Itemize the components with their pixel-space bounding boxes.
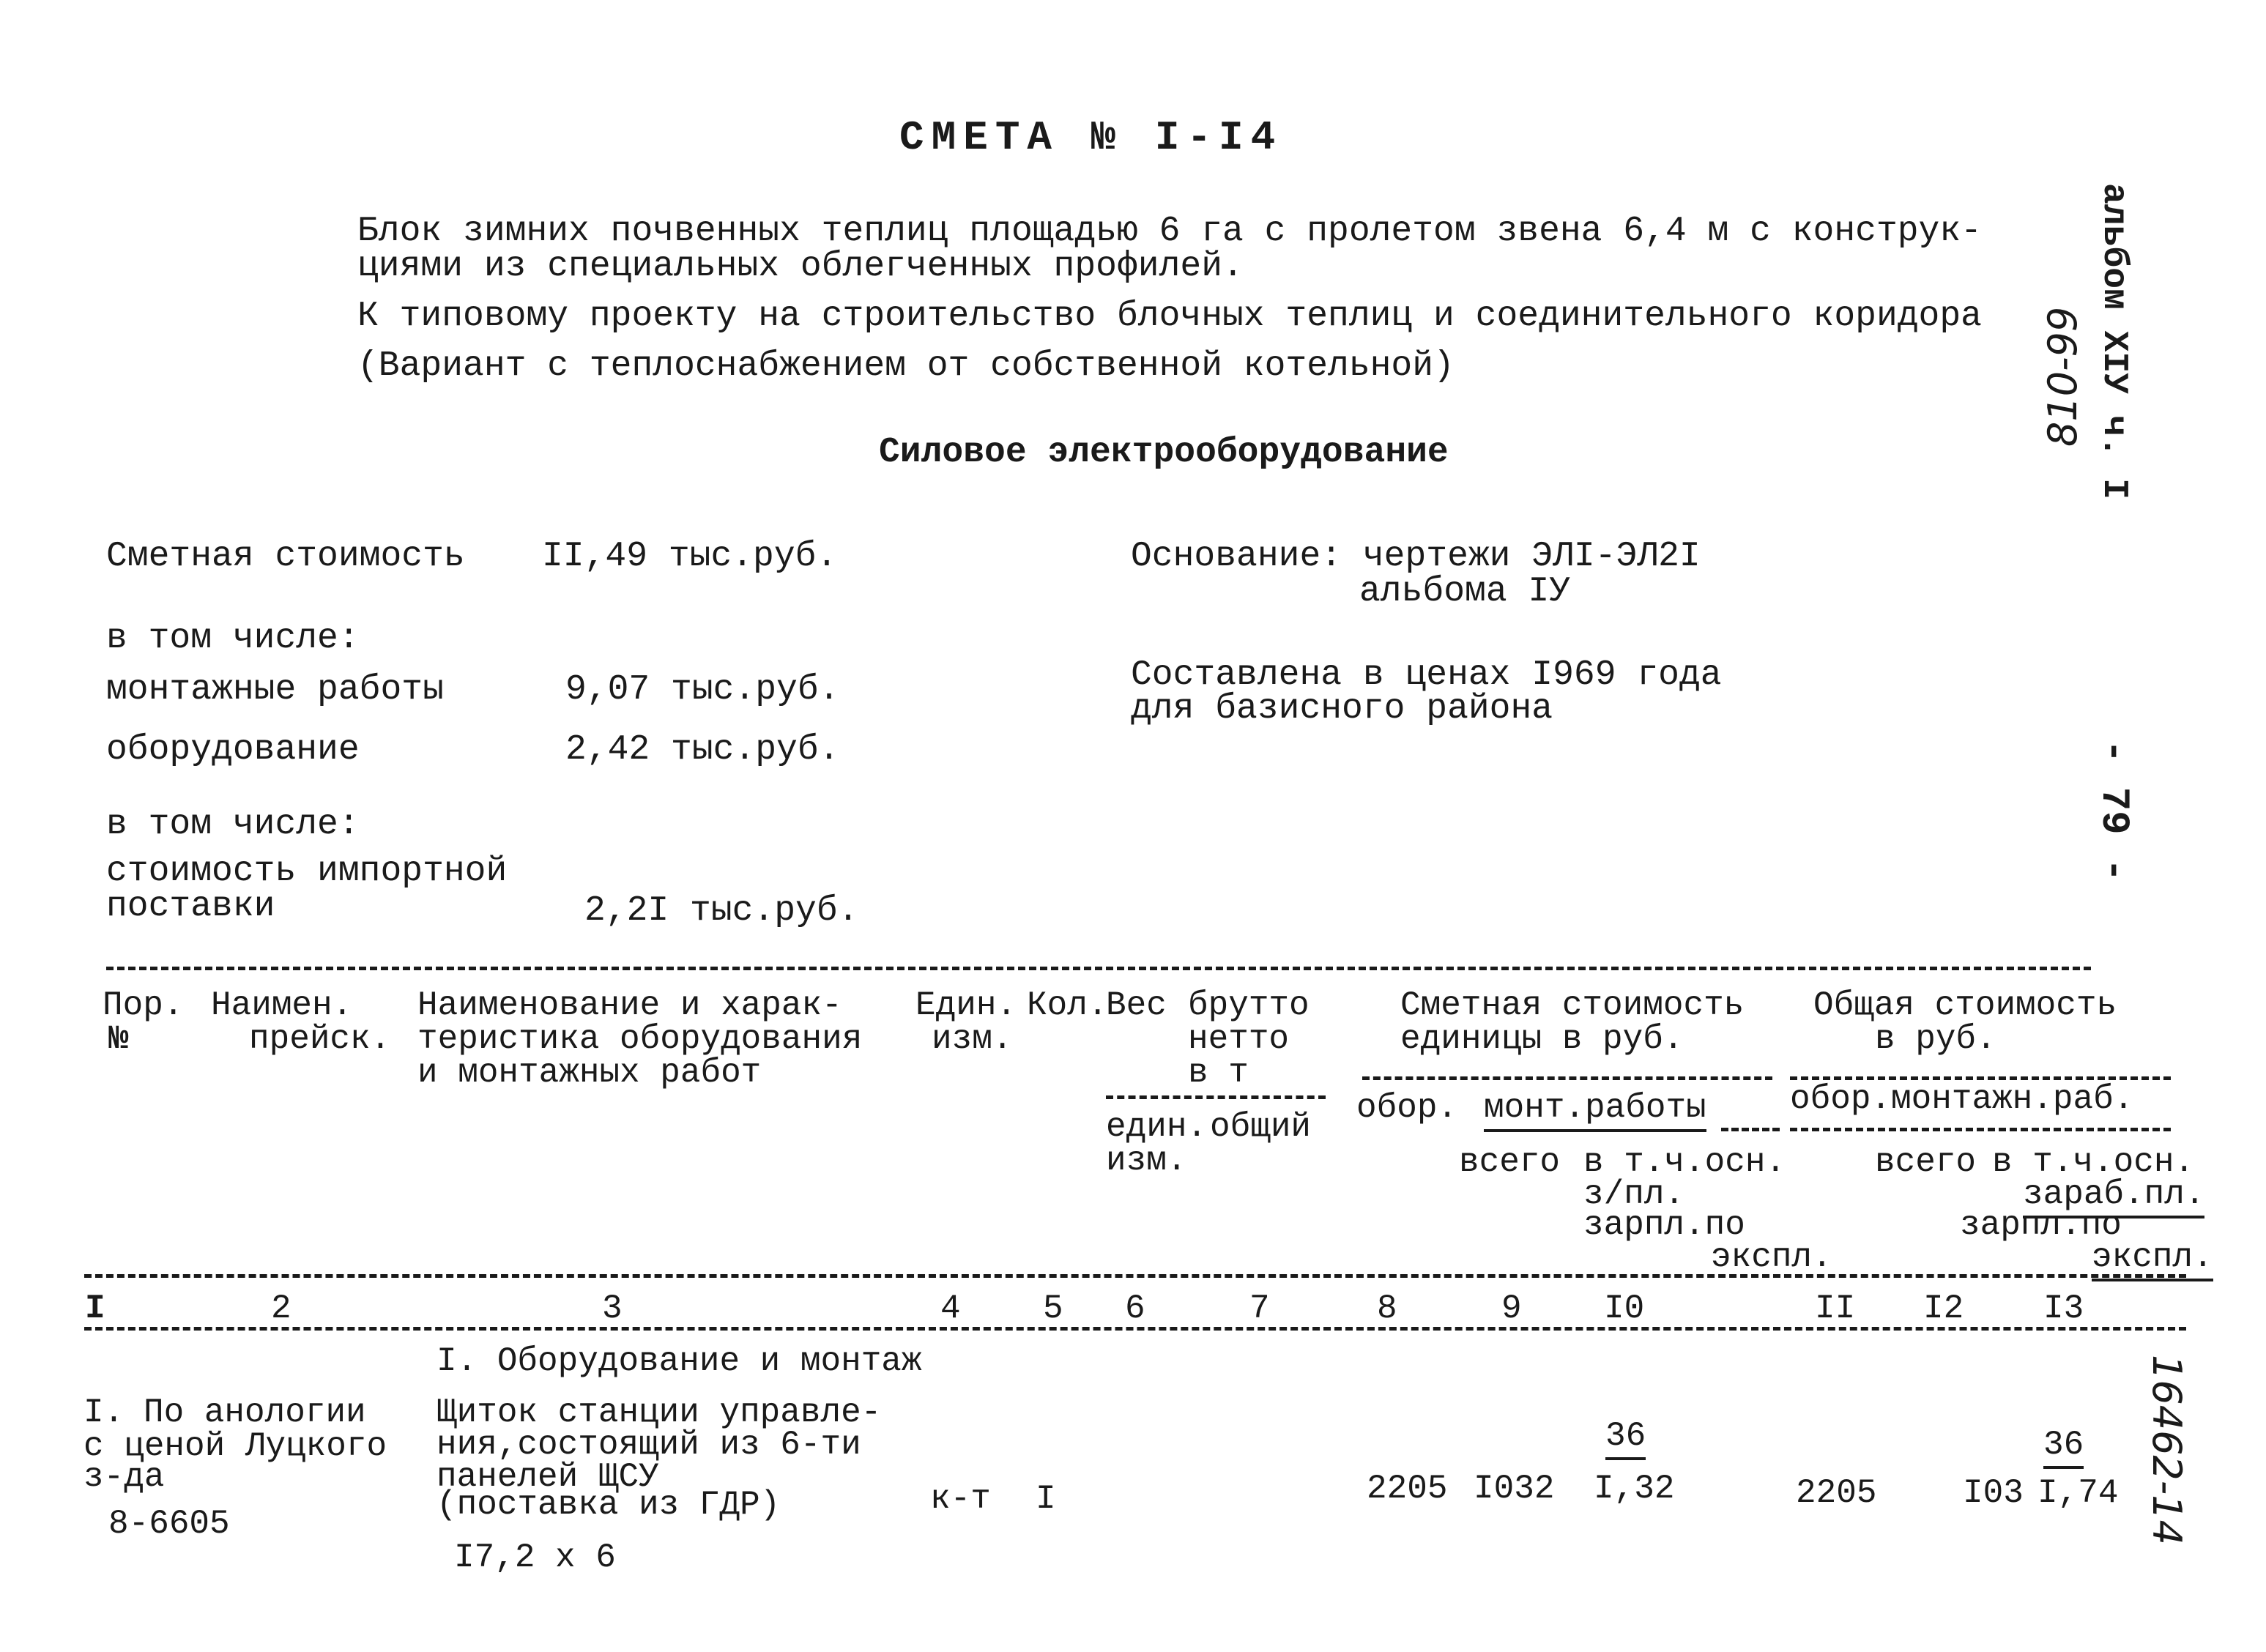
- header-price-list: Наимен.: [211, 986, 353, 1024]
- row-unit-wage-operating: I,32: [1594, 1470, 1675, 1508]
- row-unit: к-т: [930, 1480, 991, 1518]
- column-number: 4: [940, 1290, 961, 1328]
- section-heading: Силовое электрооборудование: [879, 433, 1449, 472]
- prices-note: для базисного района: [1131, 689, 1553, 729]
- row-unit-wage: 36: [1605, 1419, 1646, 1460]
- description-line: циями из специальных облегченных профилей.: [357, 247, 1244, 286]
- column-number: II: [1815, 1290, 1856, 1328]
- header-weight: Вес: [1106, 986, 1167, 1024]
- column-number-rule: [84, 1327, 2186, 1331]
- installation-value: 9,07 тыс.руб.: [565, 670, 840, 710]
- column-number: 9: [1501, 1290, 1522, 1328]
- document-number: 16462-14: [2144, 1355, 2190, 1545]
- header-rule: [1362, 1076, 1772, 1080]
- header-quantity: Кол.: [1027, 986, 1108, 1024]
- header-total-weight: общий: [1210, 1108, 1312, 1146]
- description-line: Блок зимних почвенных теплиц площадью 6 га с пролетом звена 6,4 м с конструк-: [357, 212, 1982, 251]
- header-wage: зарпл.по: [1960, 1206, 2122, 1244]
- column-number: 3: [602, 1290, 623, 1328]
- row-description: панелей ЩСУ: [437, 1458, 659, 1496]
- header-installation: монт.работы: [1484, 1091, 1706, 1132]
- column-number: I: [85, 1290, 105, 1328]
- column-number: I2: [1923, 1290, 1964, 1328]
- row-unit-installation-cost: I032: [1474, 1470, 1555, 1508]
- import-label: поставки: [106, 887, 275, 926]
- table-top-rule: [106, 967, 2091, 970]
- header-bottom-rule: [84, 1274, 2186, 1278]
- header-unit-weight: изм.: [1106, 1142, 1187, 1180]
- album-reference: альбом XIУ ч. I: [2094, 183, 2133, 500]
- row-description: I7,2 х 6: [454, 1538, 616, 1577]
- import-label: стоимость импортной: [106, 852, 508, 891]
- header-total: всего: [1875, 1143, 1977, 1181]
- column-number: 5: [1043, 1290, 1063, 1328]
- project-code: 810-99: [2040, 306, 2086, 447]
- row-unit-equipment-cost: 2205: [1367, 1470, 1448, 1508]
- header-rule: [1106, 1095, 1326, 1099]
- header-equipment-installation: обор.монтажн.раб.: [1790, 1080, 2134, 1118]
- row-reference: з-да: [83, 1458, 165, 1496]
- header-weight: нетто: [1188, 1020, 1290, 1058]
- header-total-cost: в руб.: [1875, 1020, 1996, 1058]
- row-quantity: I: [1036, 1480, 1056, 1518]
- header-unit-cost: Сметная стоимость: [1400, 986, 1745, 1024]
- header-price-list: прейск.: [249, 1020, 391, 1058]
- header-description: Наименование и харак-: [417, 986, 842, 1024]
- page-number: - 79 -: [2091, 740, 2136, 882]
- header-incl-wage: в т.ч.осн.: [1583, 1143, 1786, 1181]
- header-total-cost: Общая стоимость: [1813, 986, 2117, 1024]
- header-incl-wage: в т.ч.осн.: [1992, 1143, 2195, 1181]
- column-number: 7: [1249, 1290, 1270, 1328]
- header-wage: экспл.: [1711, 1238, 1832, 1276]
- project-reference: К типовому проекту на строительство блочных теплиц и соединительного коридора: [357, 297, 1982, 336]
- including-label: в том числе:: [106, 805, 360, 844]
- import-value: 2,2I тыс.руб.: [584, 891, 859, 931]
- row-description: (поставка из ГДР): [437, 1486, 781, 1524]
- row-total-equipment-cost: 2205: [1796, 1474, 1877, 1512]
- header-wage: з/пл.: [1583, 1175, 1685, 1213]
- row-total-wage-operating: I,74: [2037, 1474, 2119, 1512]
- header-wage: зараб.пл.: [2023, 1177, 2204, 1218]
- header-weight: в т: [1188, 1054, 1249, 1092]
- document-title: СМЕТА № I-I4: [899, 114, 1283, 161]
- estimated-cost-label: Сметная стоимость: [106, 537, 465, 576]
- header-unit-cost: единицы в руб.: [1400, 1020, 1684, 1058]
- column-number: I0: [1604, 1290, 1645, 1328]
- row-total-wage: 36: [2043, 1428, 2084, 1469]
- row-number: I.: [83, 1394, 125, 1432]
- column-number: I3: [2043, 1290, 2084, 1328]
- header-total: всего: [1459, 1143, 1561, 1181]
- row-description: Щиток станции управле-: [437, 1394, 882, 1432]
- variant-note: (Вариант с теплоснабжением от собственной котельной): [357, 346, 1455, 386]
- header-description: и монтажных работ: [417, 1054, 762, 1092]
- header-description: теристика оборудования: [417, 1020, 863, 1058]
- header-rule: [1790, 1128, 2171, 1131]
- header-unit: Един.: [915, 986, 1017, 1024]
- row-reference: 8-6605: [108, 1505, 230, 1543]
- row-description: ния,состоящий из 6-ти: [437, 1426, 861, 1464]
- header-equipment: обор.: [1356, 1089, 1458, 1127]
- basis-album: альбома IУ: [1359, 572, 1571, 611]
- prices-note: Составлена в ценах I969 года: [1131, 655, 1722, 695]
- equipment-label: оборудование: [106, 730, 360, 770]
- table-section-title: I. Оборудование и монтаж: [437, 1342, 922, 1380]
- column-number: 2: [271, 1290, 291, 1328]
- header-wage: экспл.: [2092, 1240, 2213, 1281]
- header-unit-weight: един.: [1106, 1108, 1208, 1146]
- including-label: в том числе:: [106, 619, 360, 658]
- installation-label: монтажные работы: [106, 670, 444, 710]
- header-wage: зарпл.по: [1583, 1206, 1745, 1244]
- header-weight: брутто: [1188, 986, 1310, 1024]
- header-rule: [1721, 1128, 1780, 1131]
- basis-label: Основание: чертежи ЭЛI-ЭЛ2I: [1131, 537, 1701, 576]
- header-no: Пор.: [103, 986, 184, 1024]
- estimated-cost-value: II,49 тыс.руб.: [542, 537, 838, 576]
- header-no: №: [108, 1020, 129, 1058]
- header-unit: изм.: [932, 1020, 1013, 1058]
- row-reference: с ценой Луцкого: [83, 1427, 387, 1465]
- column-number: 6: [1125, 1290, 1145, 1328]
- equipment-value: 2,42 тыс.руб.: [565, 730, 840, 770]
- row-reference: По анологии: [144, 1394, 366, 1432]
- column-number: 8: [1377, 1290, 1397, 1328]
- row-total-installation-cost: I03: [1963, 1474, 2024, 1512]
